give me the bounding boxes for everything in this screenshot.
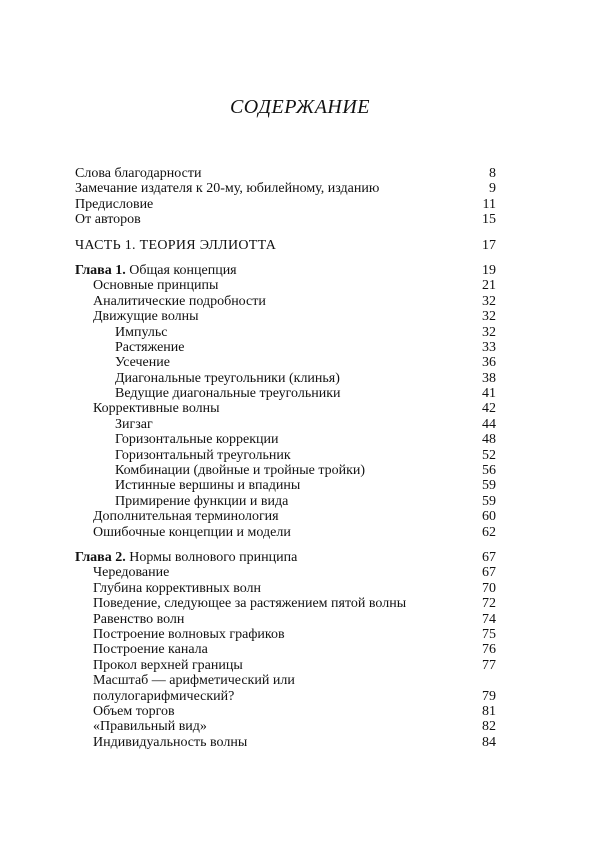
toc-entry-title: Индивидуальность волны xyxy=(93,734,248,750)
toc-entry[interactable] xyxy=(75,278,496,293)
toc-entry-title: Истинные вершины и впадины xyxy=(115,478,301,494)
toc-entry-title: Комбинации (двойные и тройные тройки) xyxy=(115,463,366,479)
toc-entry[interactable] xyxy=(75,432,496,447)
toc-entry-title: Прокол верхней границы xyxy=(93,657,243,673)
toc-entry[interactable] xyxy=(75,704,496,719)
toc-entry-page: 70 xyxy=(482,580,496,596)
toc-entry-page: 62 xyxy=(482,524,496,540)
page-title: СОДЕРЖАНИЕ xyxy=(229,96,371,118)
toc-entry[interactable] xyxy=(75,627,496,642)
toc-entry-page: 8 xyxy=(489,166,496,181)
toc-entry-title: Растяжение xyxy=(115,339,185,355)
toc-entry-page: 72 xyxy=(482,596,496,612)
toc-chapter-1[interactable] xyxy=(75,263,496,278)
toc-entry-title: Чередование xyxy=(93,565,170,581)
toc-entry[interactable] xyxy=(75,448,496,463)
toc-entry-page: 79 xyxy=(482,688,496,704)
toc-entry-page: 77 xyxy=(482,657,496,673)
toc-entry-page: 11 xyxy=(482,196,496,212)
toc-entry-title: «Правильный вид» xyxy=(93,719,207,735)
toc-entry[interactable] xyxy=(75,417,496,432)
toc-entry-title: Зигзаг xyxy=(115,416,153,432)
toc-entry[interactable] xyxy=(75,735,496,750)
toc-entry-page: 19 xyxy=(482,262,496,278)
toc-entry-title: Аналитические подробности xyxy=(93,293,266,309)
toc-entry-page: 41 xyxy=(482,386,496,402)
toc-entry-page: 33 xyxy=(482,339,496,355)
toc-entry[interactable] xyxy=(75,371,496,386)
toc-entry[interactable] xyxy=(75,325,496,340)
toc-entry-title: Поведение, следующее за растяжением пятой волны xyxy=(93,596,407,612)
toc-entry-page: 84 xyxy=(482,734,496,750)
toc-entry-title: Масштаб — арифметический или xyxy=(93,673,295,689)
toc-chapter-2[interactable] xyxy=(75,550,496,565)
toc-entry-multiline[interactable] xyxy=(75,673,496,688)
toc-entry-page: 32 xyxy=(482,309,496,325)
toc-entry-title: Горизонтальный треугольник xyxy=(115,447,291,463)
toc-entry-title: Равенство волн xyxy=(93,611,185,627)
toc-entry-title: Горизонтальные коррекции xyxy=(115,432,279,448)
chapter-label: Глава 1. xyxy=(75,262,126,278)
toc-entry-page: 82 xyxy=(482,719,496,735)
toc-entry[interactable] xyxy=(75,658,496,673)
toc-entry-title: Ведущие диагональные треугольники xyxy=(115,386,341,402)
toc-entry[interactable] xyxy=(75,494,496,509)
toc-entry[interactable] xyxy=(75,612,496,627)
toc-entry[interactable] xyxy=(75,401,496,416)
toc-entry[interactable] xyxy=(75,719,496,734)
toc-entry-page: 17 xyxy=(482,237,496,253)
toc-entry-page: 52 xyxy=(482,447,496,463)
toc-entry-page: 59 xyxy=(482,493,496,509)
toc-entry[interactable] xyxy=(75,478,496,493)
toc-entry[interactable] xyxy=(75,525,496,540)
toc-entry-publisher-note[interactable] xyxy=(75,181,496,196)
toc-entry-title: Предисловие xyxy=(75,196,154,212)
toc-entry-title: Слова благодарности xyxy=(75,166,202,181)
toc-entry-title: Ошибочные концепции и модели xyxy=(93,524,291,540)
table-of-contents xyxy=(75,166,496,750)
toc-entry[interactable] xyxy=(75,355,496,370)
toc-entry[interactable] xyxy=(75,509,496,524)
toc-entry-title: Движущие волны xyxy=(93,309,199,325)
toc-entry[interactable] xyxy=(75,596,496,611)
chapter-title: Нормы волнового принципа xyxy=(129,549,298,565)
toc-entry-page: 32 xyxy=(482,293,496,309)
toc-entry-page: 32 xyxy=(482,324,496,340)
toc-entry-page: 67 xyxy=(482,549,496,565)
toc-entry-page: 48 xyxy=(482,432,496,448)
toc-entry-page: 44 xyxy=(482,416,496,432)
toc-entry-page: 59 xyxy=(482,478,496,494)
toc-entry[interactable] xyxy=(75,463,496,478)
toc-entry-page: 15 xyxy=(482,212,496,228)
toc-entry-page: 38 xyxy=(482,370,496,386)
toc-entry-title: Диагональные треугольники (клинья) xyxy=(115,370,340,386)
toc-entry-continuation[interactable] xyxy=(75,689,496,704)
toc-entry[interactable] xyxy=(75,340,496,355)
toc-entry-page: 75 xyxy=(482,626,496,642)
toc-entry-title-continued: полулогарифмический? xyxy=(93,688,235,704)
toc-entry-title: Основные принципы xyxy=(93,278,219,294)
toc-entry-title: Дополнительная терминология xyxy=(93,509,279,525)
toc-entry-title: Построение волновых графиков xyxy=(93,626,285,642)
toc-part-title: ЧАСТЬ 1. ТЕОРИЯ ЭЛЛИОТТА xyxy=(75,237,277,253)
toc-entry[interactable] xyxy=(75,386,496,401)
chapter-title: Общая концепция xyxy=(129,262,237,278)
toc-entry-page: 76 xyxy=(482,642,496,658)
chapter-label: Глава 2. xyxy=(75,549,126,565)
toc-entry[interactable] xyxy=(75,642,496,657)
toc-entry[interactable] xyxy=(75,309,496,324)
toc-entry-page: 74 xyxy=(482,611,496,627)
toc-entry[interactable] xyxy=(75,294,496,309)
toc-entry-preface[interactable] xyxy=(75,197,496,212)
toc-entry-page: 36 xyxy=(482,355,496,371)
toc-entry-page: 67 xyxy=(482,565,496,581)
toc-entry-title: Импульс xyxy=(115,324,168,340)
toc-entry[interactable] xyxy=(75,565,496,580)
toc-entry-title: Замечание издателя к 20-му, юбилейному, изданию xyxy=(75,181,380,197)
toc-entry-title: Объем торгов xyxy=(93,703,175,719)
toc-entry-page: 81 xyxy=(482,703,496,719)
toc-entry-from-authors[interactable] xyxy=(75,212,496,227)
toc-entry-title: От авторов xyxy=(75,212,141,228)
toc-entry-acknowledgements[interactable] xyxy=(75,166,496,181)
toc-entry-title: Усечение xyxy=(115,355,170,371)
toc-part-1[interactable] xyxy=(75,238,496,253)
toc-entry-title: Глубина коррективных волн xyxy=(93,580,262,596)
toc-entry-page: 42 xyxy=(482,401,496,417)
toc-entry[interactable] xyxy=(75,581,496,596)
toc-entry-page: 60 xyxy=(482,509,496,525)
toc-entry-title: Примирение функции и вида xyxy=(115,493,289,509)
toc-entry-title: Построение канала xyxy=(93,642,208,658)
toc-entry-page: 56 xyxy=(482,463,496,479)
toc-entry-title: Коррективные волны xyxy=(93,401,220,417)
toc-entry-page: 9 xyxy=(489,181,496,197)
toc-entry-page: 21 xyxy=(482,278,496,294)
